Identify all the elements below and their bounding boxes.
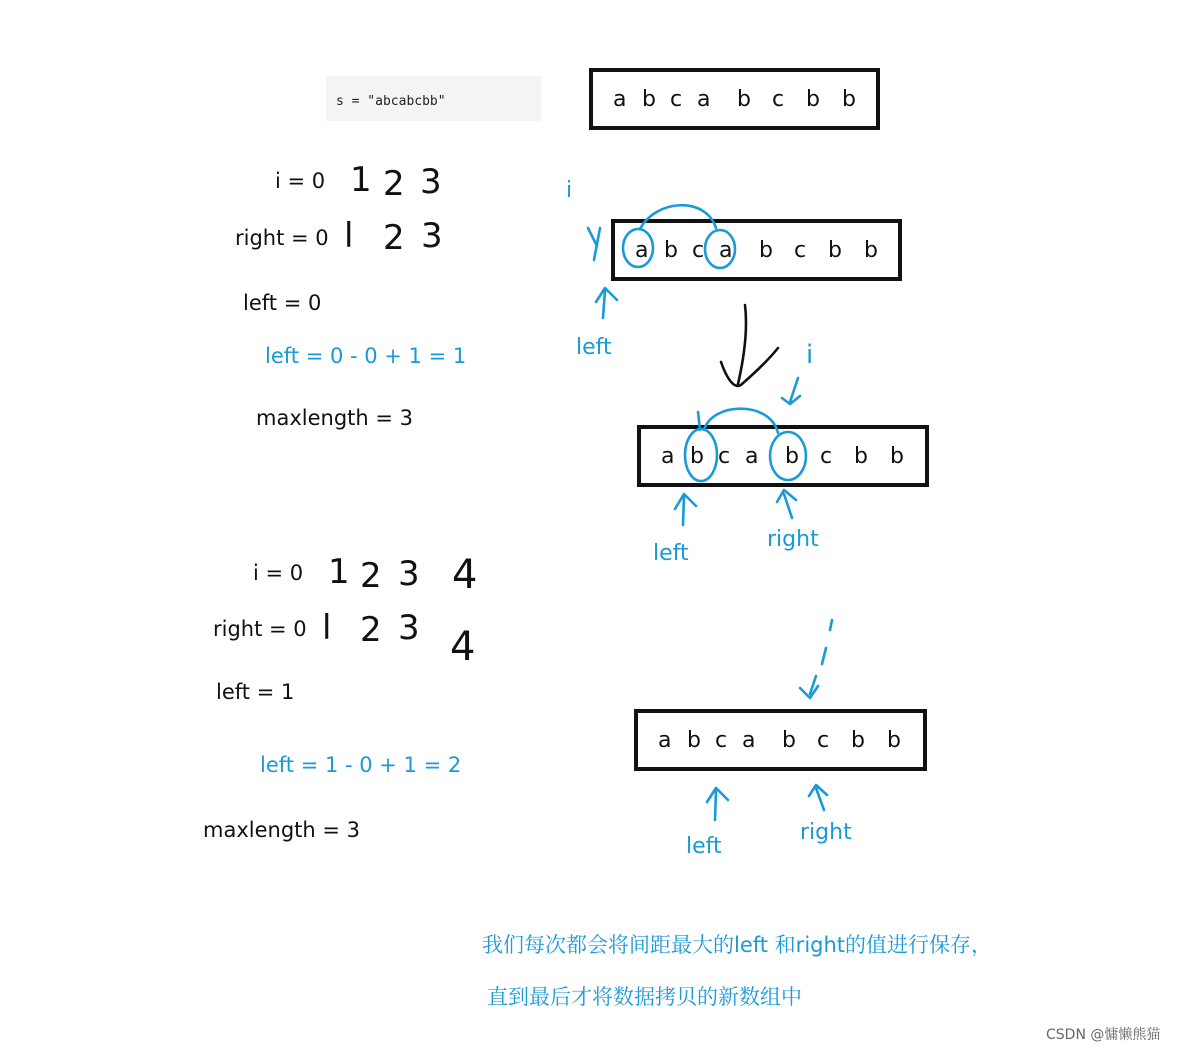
i-hand-1-c: 3 (420, 162, 442, 202)
left-pointer-3: left (686, 834, 722, 859)
char-4-0: a (658, 728, 672, 753)
right-pointer-3: right (800, 820, 852, 845)
char-2-5: c (794, 238, 807, 263)
char-2-3: a (719, 238, 733, 263)
left-label-1: left = 0 (243, 291, 322, 315)
right-hand-1-a: l (344, 216, 354, 256)
char-3-2: c (718, 444, 731, 469)
char-2-2: c (692, 238, 705, 263)
i-hand-2-c: 3 (398, 554, 420, 594)
i-hand-2-a: 1 (328, 552, 350, 592)
maxlength-1: maxlength = 3 (256, 406, 413, 430)
down-arrow-shaft (738, 305, 746, 384)
char-1-5: c (772, 87, 785, 112)
i-label-box-3: i (806, 340, 814, 370)
left-arrow-3 (707, 788, 728, 820)
char-3-5: c (820, 444, 833, 469)
char-1-7: b (842, 87, 856, 112)
left-pointer-2: left (653, 541, 689, 566)
char-4-1: b (687, 728, 701, 753)
char-2-0: a (635, 238, 649, 263)
code-snippet: s = "abcabcbb" (326, 76, 541, 121)
char-3-4: b (785, 444, 799, 469)
char-2-1: b (664, 238, 678, 263)
char-1-4: b (737, 87, 751, 112)
right-pointer-2: right (767, 527, 819, 552)
left-arrow-1 (596, 288, 617, 318)
down-arrow-head (721, 348, 778, 386)
char-1-0: a (613, 87, 627, 112)
note-line-1: 我们每次都会将间距最大的left 和right的值进行保存， (482, 933, 993, 957)
left-arrow-2 (675, 494, 696, 525)
watermark: CSDN @慵懒熊猫 (1046, 1027, 1161, 1043)
string-box-4 (634, 709, 927, 771)
maxlength-2: maxlength = 3 (203, 818, 360, 842)
char-4-6: b (851, 728, 865, 753)
char-4-3: a (742, 728, 756, 753)
char-1-3: a (697, 87, 711, 112)
right-hand-2-c: 3 (398, 608, 420, 648)
char-4-5: c (817, 728, 830, 753)
note-line-2: 直到最后才将数据拷贝的新数组中 (487, 985, 802, 1009)
char-3-6: b (854, 444, 868, 469)
left-formula-1: left = 0 - 0 + 1 = 1 (265, 344, 467, 368)
i-label-box-2: i (566, 178, 573, 203)
i-hand-1-a: 1 (350, 160, 372, 200)
char-2-4: b (759, 238, 773, 263)
left-pointer-1: left (576, 335, 612, 360)
char-1-2: c (670, 87, 683, 112)
right-hand-1-c: 3 (421, 216, 443, 256)
string-box-1 (589, 68, 880, 130)
char-3-7: b (890, 444, 904, 469)
char-4-4: b (782, 728, 796, 753)
char-3-1: b (690, 444, 704, 469)
i-hand-2-d: 4 (452, 552, 478, 598)
char-4-7: b (887, 728, 901, 753)
char-3-3: a (745, 444, 759, 469)
right-label-2: right = 0 (213, 617, 307, 641)
i-tick-box-2 (588, 228, 600, 260)
i-hand-1-b: 2 (383, 164, 405, 204)
char-1-6: b (806, 87, 820, 112)
i-label-2: i = 0 (253, 561, 304, 585)
char-4-2: c (715, 728, 728, 753)
i-hand-2-b: 2 (360, 556, 382, 596)
right-hand-1-b: 2 (383, 218, 405, 258)
char-1-1: b (642, 87, 656, 112)
left-formula-2: left = 1 - 0 + 1 = 2 (260, 753, 462, 777)
char-3-0: a (661, 444, 675, 469)
right-hand-2-d: 4 (450, 624, 476, 670)
right-arrow-2 (777, 490, 796, 518)
char-2-7: b (864, 238, 878, 263)
right-hand-2-a: l (322, 608, 332, 648)
i-arrow-box-3 (782, 378, 800, 404)
char-2-6: b (828, 238, 842, 263)
string-box-2 (611, 219, 902, 281)
i-arrow-box-4 (800, 620, 832, 698)
left-label-2: left = 1 (216, 680, 295, 704)
string-box-3 (637, 425, 929, 487)
right-arrow-3 (809, 785, 827, 810)
right-label-1: right = 0 (235, 226, 329, 250)
i-label-1: i = 0 (275, 169, 326, 193)
right-hand-2-b: 2 (360, 610, 382, 650)
